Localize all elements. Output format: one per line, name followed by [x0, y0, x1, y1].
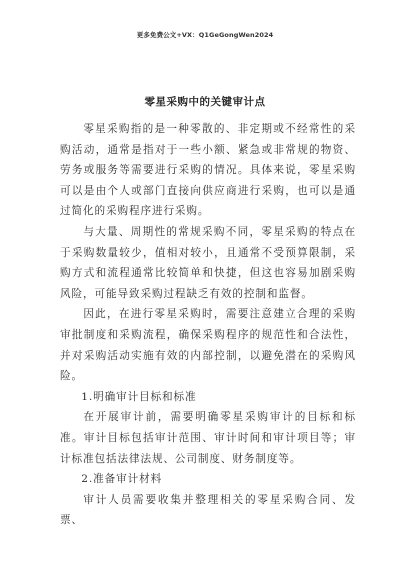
paragraph-characteristics: 与大量、周期性的常规采购不同，零星采购的特点在于采购数量较少，值相对较小，且通常不受预算限制，采购方式和流程通常比较简单和快捷，但这也容易加剧采购风险，可能导致采购过程缺乏有效的控制和监督。 — [60, 225, 356, 300]
section-heading-2: 2.准备审计材料 — [81, 473, 163, 486]
document-body — [60, 119, 356, 531]
section-heading-1: 1.明确审计目标和标准 — [81, 390, 197, 403]
paragraph-conclusion: 因此，在进行零星采购时，需要注意建立合理的采购审批制度和采购流程，确保采购程序的规范性和合法性，并对采购活动实施有效的内部控制，以避免潜在的采购风险。 — [60, 308, 356, 383]
header-note: 更多免费公文+VX：Q1GeGongWen2024 — [136, 31, 274, 39]
section-text-2: 审计人员需要收集并整理相关的零星采购合同、发票、 — [60, 493, 356, 527]
section-text-1: 在开展审计前，需要明确零星采购审计的目标和标准。审计目标包括审计范围、审计时间和审计项目等；审计标准包括法律法规、公司制度、财务制度等。 — [60, 411, 356, 465]
paragraph-definition: 零星采购指的是一种零散的、非定期或不经常性的采购活动，通常是指对于一些小额、紧急或非常规的物资、劳务或服务等需要进行采购的情况。具体来说，零星采购可以是由个人或部门直接向供应商进行采购，也可以是通过简化的采购程序进行采购。 — [60, 123, 356, 218]
document-title: 零星采购中的关键审计点 — [144, 96, 266, 108]
